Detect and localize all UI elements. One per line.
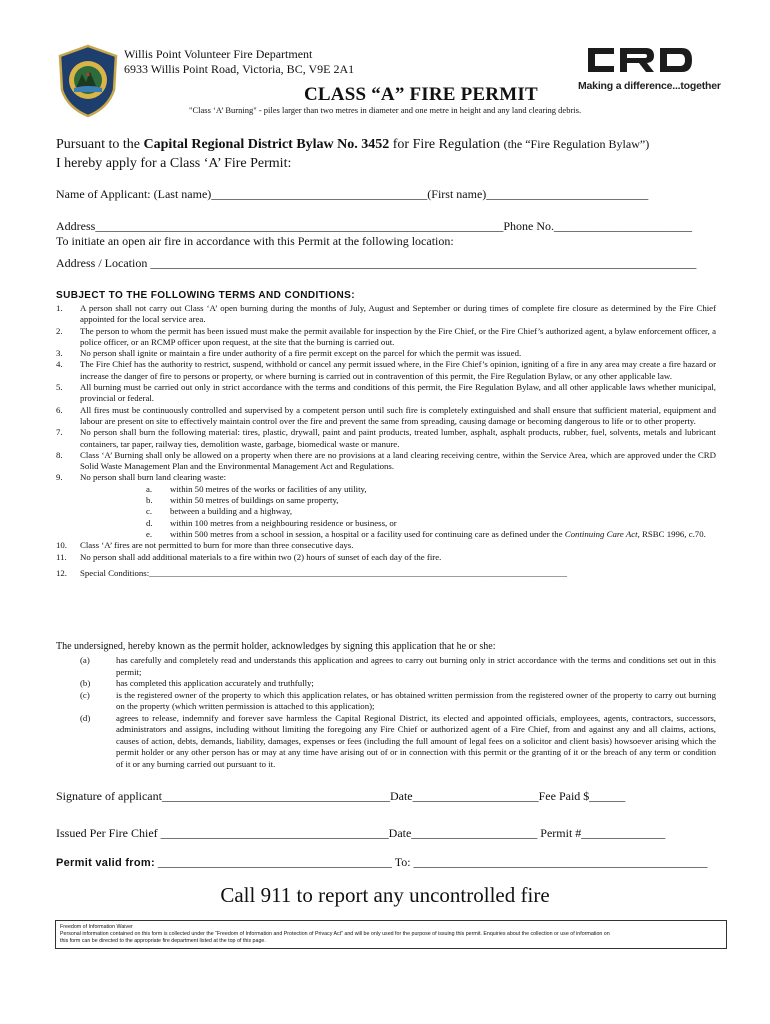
- bylaw-alias: (the “Fire Regulation Bylaw”): [503, 137, 650, 151]
- subterm-item: d. within 100 metres from a neighbouring residence or business, or: [146, 517, 397, 528]
- foi-line-2: this form can be directed to the appropriate fire department listed at the top of this page.: [60, 938, 266, 944]
- emergency-notice: Call 911 to report any uncontrolled fire: [220, 883, 550, 907]
- subterm-item: a. within 50 metres of the works or facilities of any utility,: [146, 483, 367, 494]
- location-intro: To initiate an open air fire in accordance with this Permit at the following location:: [56, 234, 454, 248]
- subterm-item: c. between a building and a highway,: [146, 506, 293, 517]
- acknowledgement-list: [56, 655, 716, 770]
- intro-paragraph: [56, 135, 716, 173]
- term-item: 8. Class ‘A’ Burning shall only be allowed on a property when there are no provisions at a land clearing receiving centre, within the Service Area, which are approved under the CRD Solid Waste Management Plan and the Environmental Management Act and Regulations.: [56, 449, 716, 472]
- term-item: 10. Class ‘A’ fires are not permitted to burn for more than three consecutive days.: [56, 540, 354, 551]
- foi-title: Freedom of Information Waiver: [60, 924, 133, 930]
- acknowledgement-intro: The undersigned, hereby known as the permit holder, acknowledges by signing this application that he or she:: [56, 641, 496, 652]
- term-item: 1. A person shall not carry out Class ‘A’ open burning during the months of July, August and September or during times of complete fire closure as determined by the Fire Chief appointed for the local service area.: [56, 303, 716, 325]
- fire-chief-issue-field[interactable]: Issued Per Fire Chief ______________________________________Date_____________________ Permit #______________: [56, 826, 666, 840]
- special-conditions-field[interactable]: 12. Special Conditions:_______________________________________________________________________________________________: [56, 567, 568, 578]
- subterms-list: [80, 484, 716, 540]
- term-item: 3. No person shall ignite or maintain a fire under authority of a fire permit except on the parcel for which the permit was issued.: [56, 348, 522, 359]
- page-title: CLASS “A” FIRE PERMIT: [304, 84, 538, 105]
- ack-item: (b) has completed this application accurately and truthfully;: [80, 678, 314, 688]
- term-item: 11. No person shall add additional materials to a fire within two (2) hours of sunset of each day of the fire.: [56, 551, 442, 562]
- crd-tagline: Making a difference...together: [578, 80, 721, 92]
- org-header: [124, 47, 354, 77]
- ack-item: (c) is the registered owner of the property to which this application relates, or has obtained written permission from the registered owner of the property to carry out burning on the property (which written permission is attached to this application);: [80, 689, 716, 711]
- term-item: 5. All burning must be carried out only in strict accordance with the terms and conditions of this permit, the Fire Regulation Bylaw, and all other applicable laws whether municipal, provincial or federal.: [56, 382, 716, 404]
- org-name: Willis Point Volunteer Fire Department: [124, 47, 313, 61]
- location-field[interactable]: Address / Location ___________________________________________________________________________________________: [56, 256, 697, 270]
- subterm-item: b. within 50 metres of buildings on same property,: [146, 495, 339, 506]
- fire-department-badge: [56, 44, 120, 118]
- applicant-name-field[interactable]: Name of Applicant: (Last name)____________________________________(First name)___________________________: [56, 187, 649, 201]
- permit-definition: "Class ‘A’ Burning" - piles larger than two metres in diameter and one metre in height and any land clearing debris.: [189, 105, 582, 115]
- ack-item: (a) has carefully and completely read and understands this application and agrees to carry out burning only in strict accordance with the terms and conditions set out in this permit;: [80, 655, 716, 677]
- terms-list: [56, 303, 716, 579]
- intro-pre: Pursuant to the: [56, 137, 144, 152]
- permit-validity-field[interactable]: Permit valid from: _______________________________________ To: _________________________________________________: [56, 855, 708, 869]
- org-address: 6933 Willis Point Road, Victoria, BC, V9E 2A1: [124, 62, 355, 76]
- subterm-item: e. within 500 metres from a school in session, a hospital or a facility used for continuing care as defined under the Continuing Care Act, RSBC 1996, c.70.: [146, 528, 706, 539]
- term-item: 2. The person to whom the permit has been issued must make the permit available for inspection by the Fire Chief, or the Fire Chief’s authorized agent, a bylaw enforcement officer, a police officer, or an RCMP officer upon request, at the site that the burning is carried out.: [56, 325, 716, 347]
- term-item: 7. No person shall burn the following material: tires, plastic, drywall, paint and paint products, treated lumber, asphalt, asphalt products, rubber, fuel, solvents, metals and lubricant containers, tar paper, railway ties, demolition waste, garbage, biomedical waste or manure.: [56, 427, 716, 449]
- term-item: 9. No person shall burn land clearing waste: a. within 50 metres of the works or facilities of any utility, b. within 50 metres of buildings on same property, c. between a building and a highway, d. within 100 metres from a neighbouring residence or business, or e. within 500 metres from a school in session, a hospital or a facility used for continuing care as defined under the Continuing Care Act, RSBC 1996, c.70.: [56, 472, 716, 540]
- applicant-signature-field[interactable]: Signature of applicant______________________________________Date_____________________Fee Paid $______: [56, 789, 626, 803]
- apply-statement: I hereby apply for a Class ‘A’ Fire Permit:: [56, 156, 292, 171]
- ack-item: (d) agrees to release, indemnify and forever save harmless the Capital Regional District, its elected and appointed officials, employees, agents, contractors, successors, administrators and assigns, including without limiting the foregoing any Fire Chief or authorized agent of a Fire Chief, from and against any and all claims, actions, causes of action, debts, demands, liability, damages, expenses or fees (including the full amount of legal fees on a solicitor and client basis) howsoever arising which the permit holder or any other person has or may at any time have arising out of or in connection with this permit or the granting of it or the breach of any term or condition of it or any burning carried out pursuant to it.: [80, 712, 716, 769]
- term-item: 6. All fires must be continuously controlled and supervised by a competent person until such fire is completely extinguished and shall ensure that sufficient material, equipment and labour are present on site to effectively maintain control over the fire and prevent the same from spreading, causing damage or becoming dangerous to life or to other property.: [56, 404, 716, 426]
- intro-mid: for Fire Regulation: [389, 137, 504, 152]
- bylaw-reference: Capital Regional District Bylaw No. 3452: [143, 137, 390, 152]
- foi-waiver-box: [55, 920, 727, 949]
- term-item: 4. The Fire Chief has the authority to restrict, suspend, withhold or cancel any permit issued where, in the Fire Chief’s opinion, igniting of a fire in any area may create a fire hazard or increase the danger of fire to persons or property, or where burning is carried out in contravention of this permit, the Fire Regulation Bylaw, or any other applicable law.: [56, 359, 716, 381]
- crd-logo: [584, 44, 696, 76]
- permit-valid-label: Permit valid from:: [56, 857, 155, 869]
- terms-heading: SUBJECT TO THE FOLLOWING TERMS AND CONDITIONS:: [56, 290, 355, 301]
- foi-line-1: Personal information contained on this form is collected under the “Freedom of Information and Protection of Privacy Act” and will be only used for the purpose of issuing this permit. Enquiries about the collection or use of information on: [60, 931, 610, 937]
- address-phone-field[interactable]: Address____________________________________________________________________Phone No._______________________: [56, 219, 692, 233]
